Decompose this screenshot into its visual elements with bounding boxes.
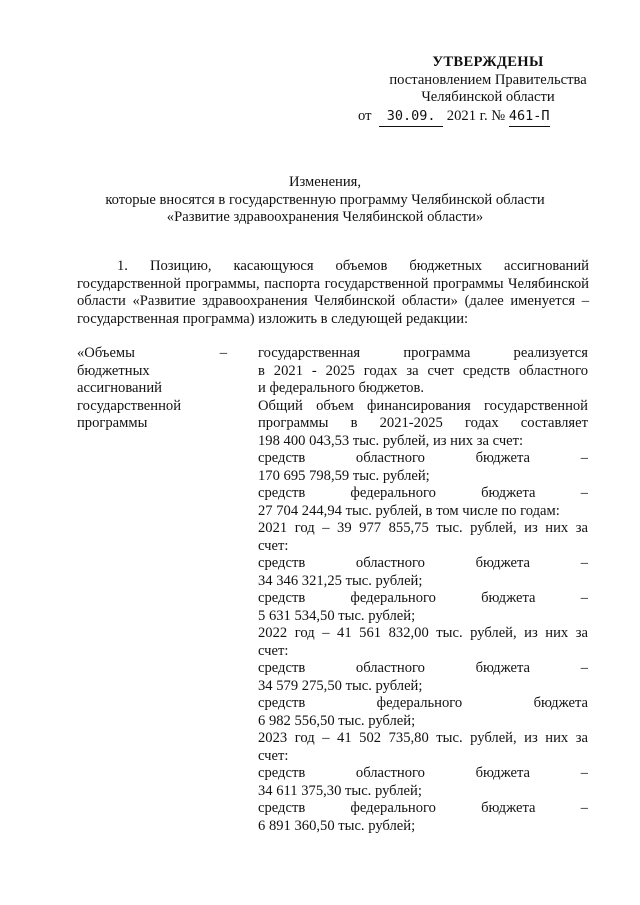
- funding-text-line: счет:: [258, 747, 289, 764]
- funding-text-line: средств федерального бюджета –: [258, 485, 588, 501]
- title-line-1: Изменения,: [288, 174, 362, 190]
- title-line-3: «Развитие здравоохранения Челябинской области»: [166, 209, 484, 225]
- funding-text-line: средств федерального бюджета: [258, 695, 588, 711]
- funding-text-line: Общий объем финансирования государственной: [258, 397, 588, 414]
- year-text: 2021 г. №: [446, 108, 506, 124]
- funding-text-line: счет:: [258, 537, 289, 554]
- table-right-column: [258, 345, 588, 835]
- funding-text-line: счет:: [258, 642, 289, 659]
- funding-text-line: 170 695 798,59 тыс. рублей;: [258, 467, 430, 484]
- date-prefix: от: [358, 108, 372, 124]
- left-dash: –: [219, 345, 227, 361]
- funding-text-line: 34 611 375,30 тыс. рублей;: [258, 782, 422, 799]
- funding-text-line: 2022 год – 41 561 832,00 тыс. рублей, из них за: [258, 625, 588, 641]
- funding-text-line: 6 982 556,50 тыс. рублей;: [258, 712, 416, 729]
- funding-text-line: средств федерального бюджета –: [258, 590, 588, 606]
- table-left-column: [77, 345, 227, 433]
- funding-text-line: средств областного бюджета –: [258, 765, 588, 781]
- funding-text-line: 34 579 275,50 тыс. рублей;: [258, 677, 423, 694]
- intro-paragraph: 1. Позицию, касающуюся объемов бюджетных ассигнований государственной программы, паспорта государственной программы Челябинской области «Развитие здравоохранения Челябинской области» (далее именуется – государственная программа) изложить в следующей редакции:: [77, 258, 589, 327]
- approval-line-2: постановлением Правительства: [389, 71, 587, 88]
- approval-line-3: Челябинской области: [421, 89, 555, 105]
- approval-date-line: [358, 108, 598, 127]
- funding-text-line: программы в 2021-2025 годах составляет: [258, 415, 588, 431]
- handwritten-number: 461-П: [509, 108, 550, 127]
- funding-text-line: средств областного бюджета –: [258, 555, 588, 571]
- intro-section: [77, 258, 589, 328]
- funding-text-line: государственная программа реализуется: [258, 345, 588, 361]
- left-first-text: «Объемы: [77, 345, 135, 361]
- funding-text-line: 34 346 321,25 тыс. рублей;: [258, 572, 423, 589]
- funding-text-line: 2021 год – 39 977 855,75 тыс. рублей, из них за: [258, 520, 588, 536]
- funding-text-line: средств областного бюджета –: [258, 660, 588, 676]
- funding-text-line: 5 631 534,50 тыс. рублей;: [258, 607, 416, 624]
- funding-text-line: 6 891 360,50 тыс. рублей;: [258, 817, 416, 834]
- funding-text-line: и федерального бюджетов.: [258, 380, 425, 396]
- left-line-5: программы: [77, 415, 148, 431]
- funding-text-line: 2023 год – 41 502 735,80 тыс. рублей, из них за: [258, 730, 588, 746]
- handwritten-date: 30.09.: [379, 108, 443, 127]
- left-line-3: ассигнований: [77, 380, 162, 396]
- funding-text-line: 27 704 244,94 тыс. рублей, в том числе по годам:: [258, 502, 560, 519]
- funding-text-line: в 2021 - 2025 годах за счет средств областного: [258, 362, 588, 379]
- left-first-row: [77, 345, 227, 363]
- funding-text-line: средств областного бюджета –: [258, 450, 588, 466]
- approval-title: УТВЕРЖДЕНЫ: [432, 54, 544, 70]
- approval-block: [378, 54, 598, 107]
- left-line-2: бюджетных: [77, 362, 150, 379]
- funding-text-line: 198 400 043,53 тыс. рублей, из них за счет:: [258, 432, 524, 449]
- left-line-4: государственной: [77, 397, 182, 414]
- title-line-2: которые вносятся в государственную программу Челябинской области: [105, 191, 545, 208]
- funding-text-line: средств федерального бюджета –: [258, 800, 588, 816]
- document-title: [60, 174, 590, 227]
